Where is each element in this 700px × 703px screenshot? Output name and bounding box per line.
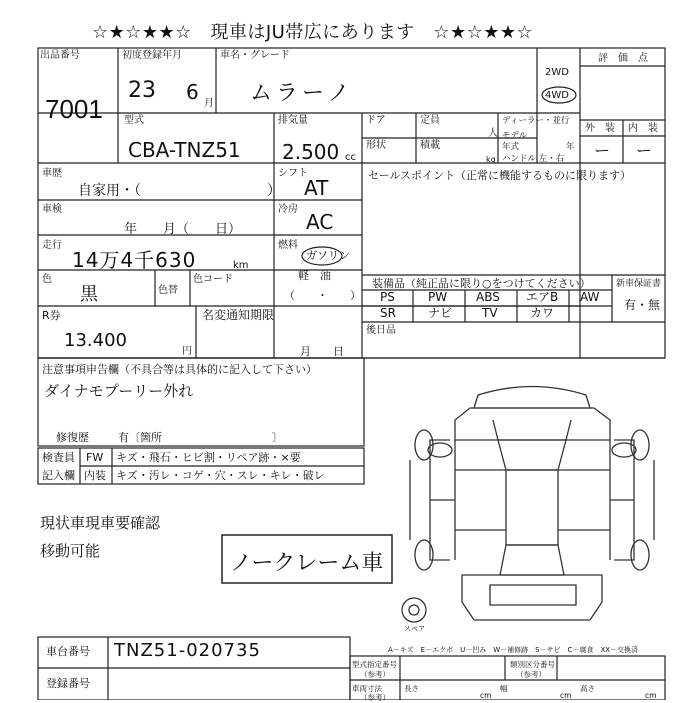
recycle-unit: 円: [182, 346, 192, 357]
history-value: 自家用・（ ）: [78, 183, 281, 199]
displacement-value: 2.500: [282, 140, 340, 164]
door-label: ドア: [366, 115, 386, 126]
repair-value: 有〔箇所 〕: [118, 431, 283, 444]
car-name-value: ムラーノ: [250, 81, 354, 106]
dims-height: 高さ: [580, 684, 595, 693]
fuel-other: （ ・ ）: [284, 289, 361, 302]
type-cert-label: 型式指定番号: [352, 660, 397, 669]
inspector-label2: 記入欄: [42, 469, 75, 482]
car-name-label: 車名・グレード: [220, 50, 290, 61]
capacity-unit: 人: [488, 128, 498, 139]
dealer-label: ディーラー・並行: [502, 116, 570, 126]
model-value: CBA-TNZ51: [128, 138, 241, 162]
first-reg-month-unit: 月: [204, 98, 214, 109]
equip-navi: ナビ: [428, 306, 453, 320]
equip-airbag: エアB: [526, 290, 559, 304]
dims-width: 幅: [500, 684, 508, 693]
recycle-value: 13.400: [64, 330, 127, 351]
chassis-value: TNZ51-020735: [114, 640, 261, 661]
class-code-label: 類別区分番号: [510, 660, 555, 669]
rating-label: 評 価 点: [598, 53, 648, 64]
handwritten-note-1: 現状車現車要確認: [40, 514, 161, 532]
shape-label: 形状: [366, 140, 386, 151]
equip-sr: SR: [380, 306, 396, 320]
inspector-row2-head: 内装: [84, 469, 106, 482]
equip-aw: AW: [580, 290, 600, 304]
type-cert-sub: （参考）: [360, 670, 390, 679]
name-change-label: 名変通知期限: [202, 308, 275, 322]
model-label: 型式: [124, 115, 144, 126]
banner-text: ☆★☆★★☆ 現車はJU帯広にあります ☆★☆★★☆: [92, 22, 534, 43]
mileage-unit: km: [233, 260, 249, 271]
drive-4wd: 4WD: [545, 90, 569, 101]
capacity-label: 定員: [420, 115, 440, 126]
model-year-label2: 年式: [502, 142, 520, 152]
fuel-diesel: 軽 油: [298, 269, 331, 282]
rating-ext-label: 外 装: [585, 123, 615, 134]
rating-ext-value: ー: [594, 141, 611, 160]
rating-int-label: 内 装: [628, 123, 658, 134]
dims-length-unit: cm: [480, 691, 492, 700]
mileage-value: 14万4千630: [72, 248, 197, 272]
recycle-label: R券: [42, 309, 61, 322]
lot-label: 出品番号: [40, 50, 80, 61]
repair-label: 修復歴: [56, 431, 89, 444]
warranty-label: 新車保証書: [616, 279, 662, 289]
equipment-label: 装備品（純正品に限り○をつけてください）: [372, 277, 591, 290]
dims-length: 長さ: [404, 684, 419, 693]
color-value: 黒: [80, 284, 98, 305]
dims-height-unit: cm: [645, 691, 657, 700]
lot-number: 7001: [45, 94, 103, 124]
shift-value: AT: [304, 176, 329, 200]
handle-label: ハンドル 左・右: [502, 154, 565, 164]
aircon-value: AC: [306, 210, 334, 234]
notes-label: 注意事項申告欄（不具合等は具体的に記入して下さい）: [42, 363, 317, 376]
equip-tv: TV: [482, 306, 498, 320]
dims-sub: （参考）: [360, 693, 390, 702]
name-change-value: 月 日: [300, 345, 344, 358]
handwritten-note-2: 移動可能: [40, 542, 101, 560]
color-code-label: 色コード: [193, 274, 233, 285]
inspection-value: 年 月（ 日）: [124, 222, 242, 237]
rating-int-value: ー: [636, 141, 653, 160]
color-change-label: 色替: [158, 285, 178, 296]
first-reg-year: 23: [128, 78, 156, 103]
fuel-label: 燃料: [278, 240, 298, 251]
inspector-row1: キズ・飛石・ヒビ割・リペア跡・×要: [116, 451, 301, 464]
first-reg-month: 6: [186, 80, 199, 104]
equip-abs: ABS: [476, 290, 500, 304]
drive-2wd: 2WD: [545, 67, 569, 78]
registration-label: 登録番号: [46, 677, 90, 690]
fuel-gasoline: ガソリン: [306, 249, 350, 262]
inspector-label1: 検査員: [42, 451, 75, 464]
inspection-label: 車検: [42, 204, 62, 215]
spare-label: スペア: [404, 625, 425, 633]
dims-label: 車両寸法: [352, 684, 382, 693]
mileage-label: 走行: [42, 240, 62, 251]
class-code-sub: （参考）: [516, 670, 546, 679]
aircon-label: 冷房: [278, 204, 298, 215]
equip-pw: PW: [428, 290, 448, 304]
equip-ps: PS: [380, 290, 395, 304]
model-year-label: モデル: [502, 131, 528, 141]
equip-leather: カワ: [530, 306, 555, 320]
warranty-value: 有・無: [624, 298, 661, 312]
load-label: 積載: [420, 140, 440, 151]
displacement-unit: cc: [345, 152, 356, 163]
dims-width-unit: cm: [560, 691, 572, 700]
damage-legend: A－キズ E－エクボ U－凹み W－補修跡 S－サビ C－腐食 XX－交換済: [388, 646, 639, 654]
first-reg-label: 初度登録年月: [122, 50, 182, 61]
history-label: 車歴: [42, 168, 62, 179]
model-year-unit: 年: [566, 142, 575, 152]
load-unit: kg: [486, 155, 496, 164]
inspector-row1-head: FW: [86, 451, 104, 464]
shift-label: シフト: [278, 168, 308, 179]
rear-seat-label: 後日品: [366, 325, 396, 336]
color-label: 色: [42, 274, 52, 285]
sales-point-label: セールスポイント（正常に機能するものに限ります）: [368, 169, 632, 182]
no-claim-stamp: ノークレーム車: [230, 551, 384, 576]
inspector-row2: キズ・汚レ・コゲ・穴・スレ・キレ・破レ: [116, 469, 325, 482]
notes-value: ダイナモプーリー外れ: [44, 382, 194, 400]
chassis-label: 車台番号: [46, 645, 90, 658]
displacement-label: 排気量: [278, 115, 308, 126]
